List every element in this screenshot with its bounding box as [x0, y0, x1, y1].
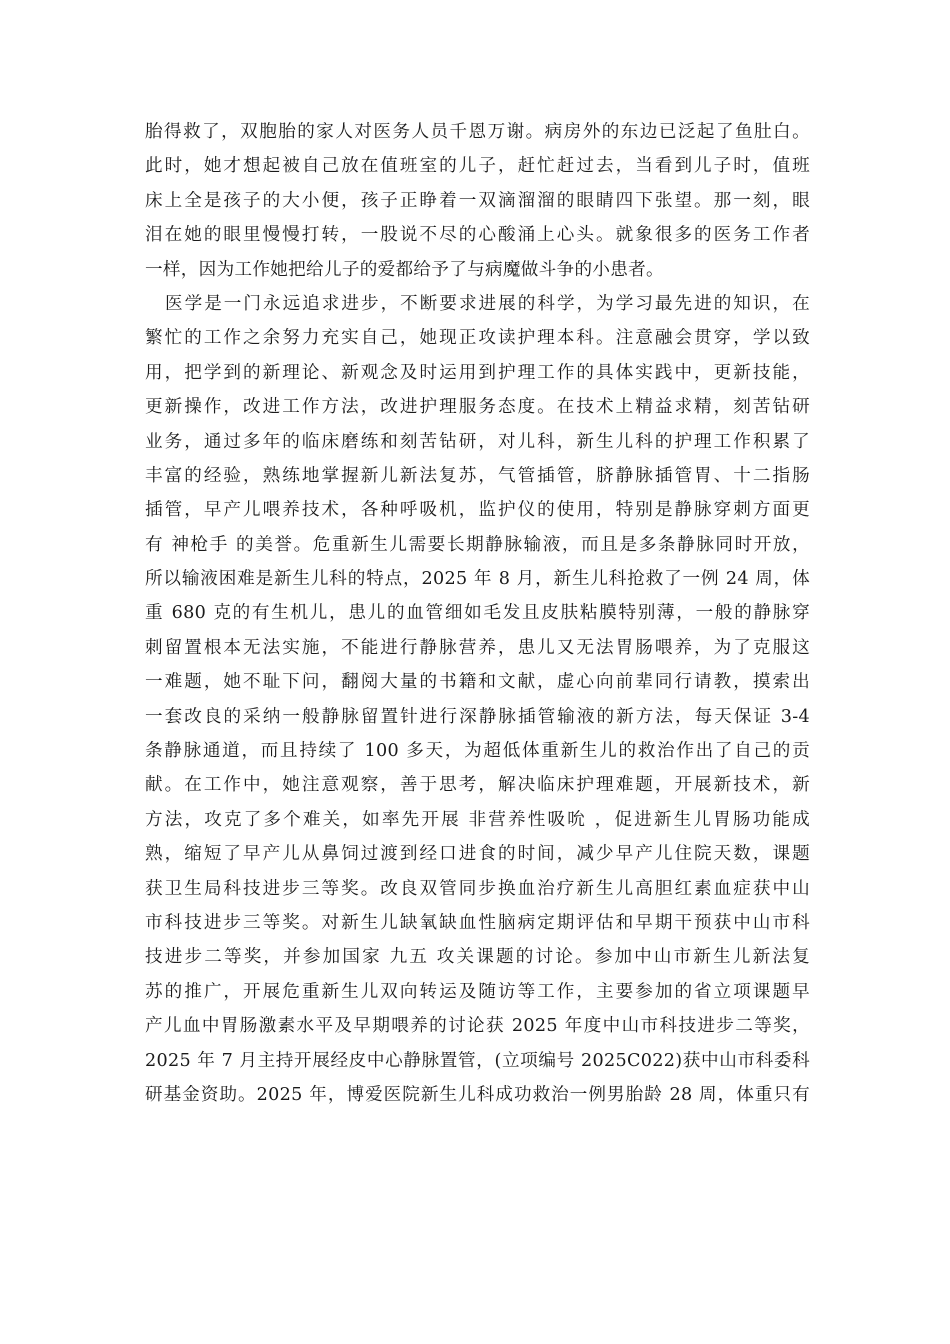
text-line: 所以输液困难是新生儿科的特点，2025 年 8 月，新生儿科抢救了一例 24 周，体: [145, 569, 810, 590]
text-line: 一样，因为工作她把给儿子的爱都给予了与病魔做斗争的小患者。: [145, 259, 664, 280]
text-line: 胎得救了，双胞胎的家人对医务人员千恩万谢。病房外的东边已泛起了鱼肚白。: [145, 122, 810, 142]
text-line: 方法，攻克了多个难关，如率先开展 非营养性吸吮 ，促进新生儿胃肠功能成: [145, 809, 810, 830]
body-text: [145, 115, 810, 1112]
text-line: 插管，早产儿喂养技术，各种呼吸机，监护仪的使用，特别是静脉穿刺方面更: [145, 500, 810, 521]
text-line: 一难题，她不耻下问，翻阅大量的书籍和文献，虚心向前辈同行请教，摸索出: [145, 672, 810, 693]
text-line: 丰富的经验，熟练地掌握新儿新法复苏，气管插管，脐静脉插管胃、十二指肠: [145, 465, 810, 486]
text-line: 市科技进步三等奖。对新生儿缺氧缺血性脑病定期评估和早期干预获中山市科: [145, 912, 810, 933]
text-line: 刺留置根本无法实施，不能进行静脉营养，患儿又无法胃肠喂养，为了克服这: [145, 637, 810, 658]
text-line: 获卫生局科技进步三等奖。改良双管同步换血治疗新生儿高胆红素血症获中山: [145, 878, 810, 899]
text-line: 产儿血中胃肠激素水平及早期喂养的讨论获 2025 年度中山市科技进步二等奖，: [145, 1016, 810, 1037]
text-line: 一套改良的采纳一般静脉留置针进行深静脉插管输液的新方法，每天保证 3-4: [145, 706, 810, 727]
text-line: 繁忙的工作之余努力充实自己，她现正攻读护理本科。注意融会贯穿，学以致: [145, 328, 810, 349]
text-line: 技进步二等奖，并参加国家 九五 攻关课题的讨论。参加中山市新生儿新法复: [145, 947, 810, 968]
text-line: 有 神枪手 的美誉。危重新生儿需要长期静脉输液，而且是多条静脉同时开放，: [145, 534, 810, 555]
text-line: 此时，她才想起被自己放在值班室的儿子，赶忙赶过去，当看到儿子时，值班: [145, 156, 810, 177]
text-line: 泪在她的眼里慢慢打转，一股说不尽的心酸涌上心头。就象很多的医务工作者: [145, 225, 810, 246]
text-line: 用，把学到的新理论、新观念及时运用到护理工作的具体实践中，更新技能，: [145, 362, 810, 383]
text-line: 条静脉通道，而且持续了 100 多天，为超低体重新生儿的救治作出了自己的贡: [145, 741, 810, 762]
text-line: 重 680 克的有生机儿，患儿的血管细如毛发且皮肤粘膜特别薄，一般的静脉穿: [145, 603, 810, 624]
text-line: 医学是一门永远追求进步，不断要求进展的科学，为学习最先进的知识，在: [165, 293, 810, 314]
text-line: 更新操作，改进工作方法，改进护理服务态度。在技术上精益求精，刻苦钻研: [145, 397, 810, 418]
text-line: 苏的推广，开展危重新生儿双向转运及随访等工作，主要参加的省立项课题早: [145, 981, 810, 1002]
text-line: 床上全是孩子的大小便，孩子正睁着一双滴溜溜的眼睛四下张望。那一刻，眼: [145, 190, 810, 211]
text-line: 2025 年 7 月主持开展经皮中心静脉置管，(立项编号 2025C022)获中山市科委科: [145, 1050, 810, 1071]
text-line: 业务，通过多年的临床磨练和刻苦钻研，对儿科，新生儿科的护理工作积累了: [145, 431, 810, 452]
text-line: 献。在工作中，她注意观察，善于思考，解决临床护理难题，开展新技术，新: [145, 775, 810, 796]
text-line: 熟，缩短了早产儿从鼻饲过渡到经口进食的时间，减少早产儿住院天数，课题: [145, 844, 810, 865]
text-line: 研基金资助。2025 年，博爱医院新生儿科成功救治一例男胎龄 28 周，体重只有: [145, 1084, 810, 1105]
